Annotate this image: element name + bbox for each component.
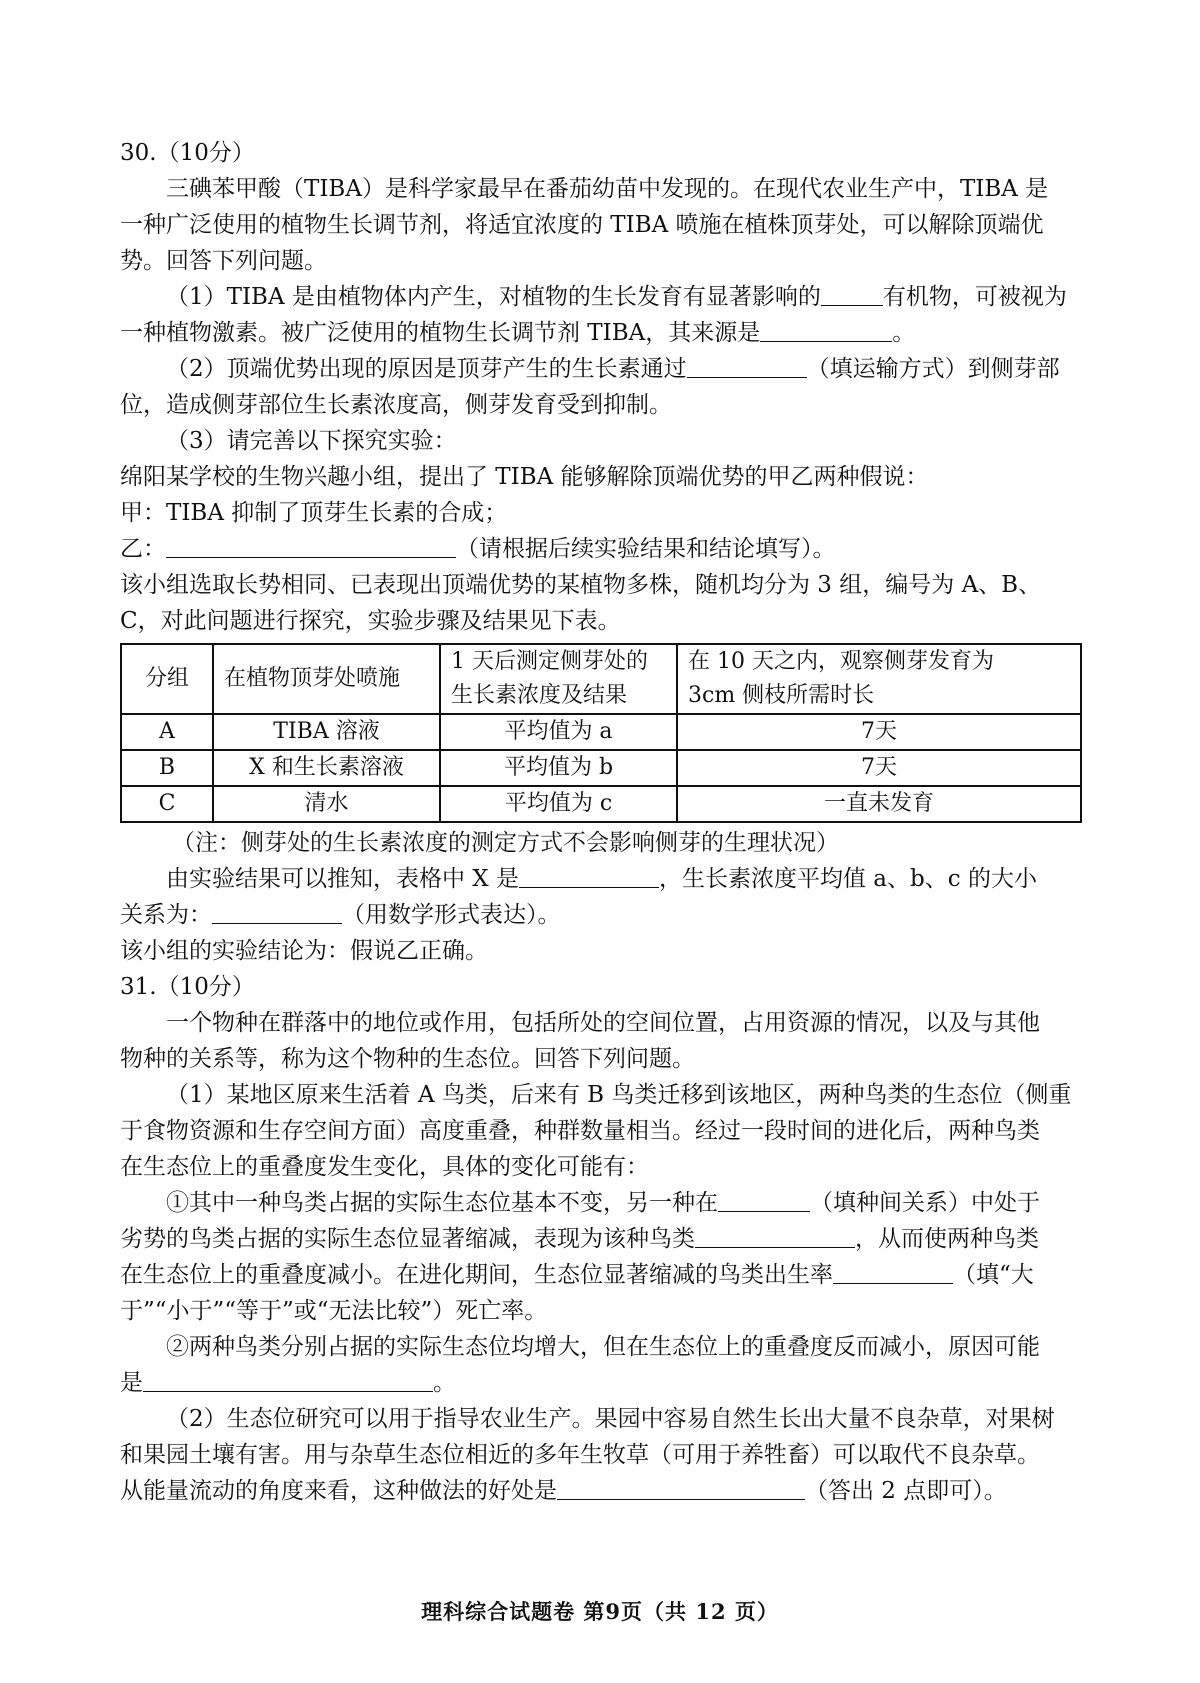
q31-part1-line: （1）某地区原来生活着 A 鸟类，后来有 B 鸟类迁移到该地区，两种鸟类的生态位（侧重 [166,1082,1072,1108]
experiment-table [120,643,1082,823]
q31-part1-line: 在生态位上的重叠度发生变化，具体的变化可能有： [120,1154,649,1180]
q31-sub2-line: 是 。 [120,1365,1082,1401]
table-header-cell: 分组 [121,644,213,714]
q30-part3-line: C，对此问题进行探究，实验步骤及结果见下表。 [120,608,621,634]
answer-blank[interactable] [212,899,342,924]
q31-part2-line: 和果园土壤有害。用与杂草生态位相近的多年生牧草（可用于养牲畜）可以取代不良杂草。 [120,1442,1040,1468]
q30-part3-line: 该小组选取长势相同、已表现出顶端优势的某植物多株，随机均分为 3 组，编号为 A、B、 [120,572,1042,598]
q30-conclusion-line: 由实验结果可以推知，表格中 X 是 ，生长素浓度平均值 a、b、c 的大小 [120,861,1082,897]
answer-blank[interactable] [687,353,807,378]
table-header-cell: 在 10 天之内，观察侧芽发育为 3cm 侧枝所需时长 [677,644,1081,714]
q31-intro-line: 物种的关系等，称为这个物种的生态位。回答下列问题。 [120,1046,695,1072]
answer-blank[interactable] [519,863,659,888]
table-cell: 一直未发育 [677,786,1081,822]
q30-intro-line: 三碘苯甲酸（TIBA）是科学家最早在番茄幼苗中发现的。在现代农业生产中，TIBA 是 [166,176,1049,202]
page-footer: 理科综合试题卷 第9页（共 12 页） [421,1599,779,1624]
q31-sub2-line: ②两种鸟类分别占据的实际生态位均增大，但在生态位上的重叠度反而减小，原因可能 [166,1334,1040,1360]
q31-part1-line: 于食物资源和生存空间方面）高度重叠，种群数量相当。经过一段时间的进化后，两种鸟类 [120,1118,1040,1144]
table-cell: 平均值为 c [440,786,677,822]
q31-intro-line: 一个物种在群落中的地位或作用，包括所处的空间位置，占用资源的情况，以及与其他 [166,1010,1040,1036]
answer-blank[interactable] [821,281,883,306]
q31-part2-line: （2）生态位研究可以用于指导农业生产。果园中容易自然生长出大量不良杂草，对果树 [166,1406,1055,1432]
table-cell: TIBA 溶液 [213,714,440,750]
table-note: （注：侧芽处的生长素浓度的测定方式不会影响侧芽的生理状况） [172,830,839,856]
answer-blank[interactable] [166,533,456,558]
table-row [121,750,1081,786]
table-header-row [121,644,1081,714]
table-cell: C [121,786,213,822]
table-cell: X 和生长素溶液 [213,750,440,786]
q31-sub1-line: ①其中一种鸟类占据的实际生态位基本不变，另一种在 （填种间关系）中处于 [120,1185,1082,1221]
table-header-cell: 1 天后测定侧芽处的 生长素浓度及结果 [440,644,677,714]
table-cell: 清水 [213,786,440,822]
page-content [120,135,1082,1509]
q30-part2-line: 位，造成侧芽部位生长素浓度高，侧芽发育受到抑制。 [120,392,672,418]
table-cell: 平均值为 a [440,714,677,750]
q31-sub1-line: 劣势的鸟类占据的实际生态位显著缩减，表现为该种鸟类 ，从而使两种鸟类 [120,1221,1082,1257]
q30-part3-line: 乙： （请根据后续实验结果和结论填写）。 [120,531,1082,567]
question-30-header: 30.（10分） [120,140,255,166]
q30-conclusion-line: 关系为： （用数学形式表达）。 [120,897,1082,933]
table-row [121,786,1081,822]
table-cell: 7天 [677,750,1081,786]
q30-part1-line: 一种植物激素。被广泛使用的植物生长调节剂 TIBA，其来源是 。 [120,315,1082,351]
q30-intro-line: 势。回答下列问题。 [120,248,327,274]
q31-part2-line: 从能量流动的角度来看，这种做法的好处是 （答出 2 点即可）。 [120,1473,1082,1509]
q31-sub1-line: 在生态位上的重叠度减小。在进化期间，生态位显著缩减的鸟类出生率 （填“大 [120,1257,1082,1293]
answer-blank[interactable] [695,1223,855,1248]
table-header-cell: 在植物顶芽处喷施 [213,644,440,714]
table-cell: A [121,714,213,750]
answer-blank[interactable] [760,317,892,342]
table-row [121,714,1081,750]
table-cell: B [121,750,213,786]
q30-conclusion-line: 该小组的实验结论为：假说乙正确。 [120,938,488,964]
table-cell: 7天 [677,714,1081,750]
q30-part3-line: 绵阳某学校的生物兴趣小组，提出了 TIBA 能够解除顶端优势的甲乙两种假说： [120,464,929,490]
answer-blank[interactable] [833,1259,953,1284]
q30-part1-line: （1）TIBA 是由植物体内产生，对植物的生长发育有显著影响的 有机物，可被视为 [120,279,1082,315]
q30-part3-line: 甲：TIBA 抑制了顶芽生长素的合成； [120,500,508,526]
q30-part2-line: （2）顶端优势出现的原因是顶芽产生的生长素通过 （填运输方式）到侧芽部 [120,351,1082,387]
table-cell: 平均值为 b [440,750,677,786]
answer-blank[interactable] [718,1187,810,1212]
q31-sub1-line: 于”“小于”“等于”或“无法比较”）死亡率。 [120,1298,548,1324]
question-31-header: 31.（10分） [120,974,255,1000]
answer-blank[interactable] [143,1367,433,1392]
q30-intro-line: 一种广泛使用的植物生长调节剂，将适宜浓度的 TIBA 喷施在植株顶芽处，可以解除顶端优 [120,212,1044,238]
answer-blank[interactable] [557,1475,805,1500]
q30-part3-title: （3）请完善以下探究实验： [166,428,457,454]
